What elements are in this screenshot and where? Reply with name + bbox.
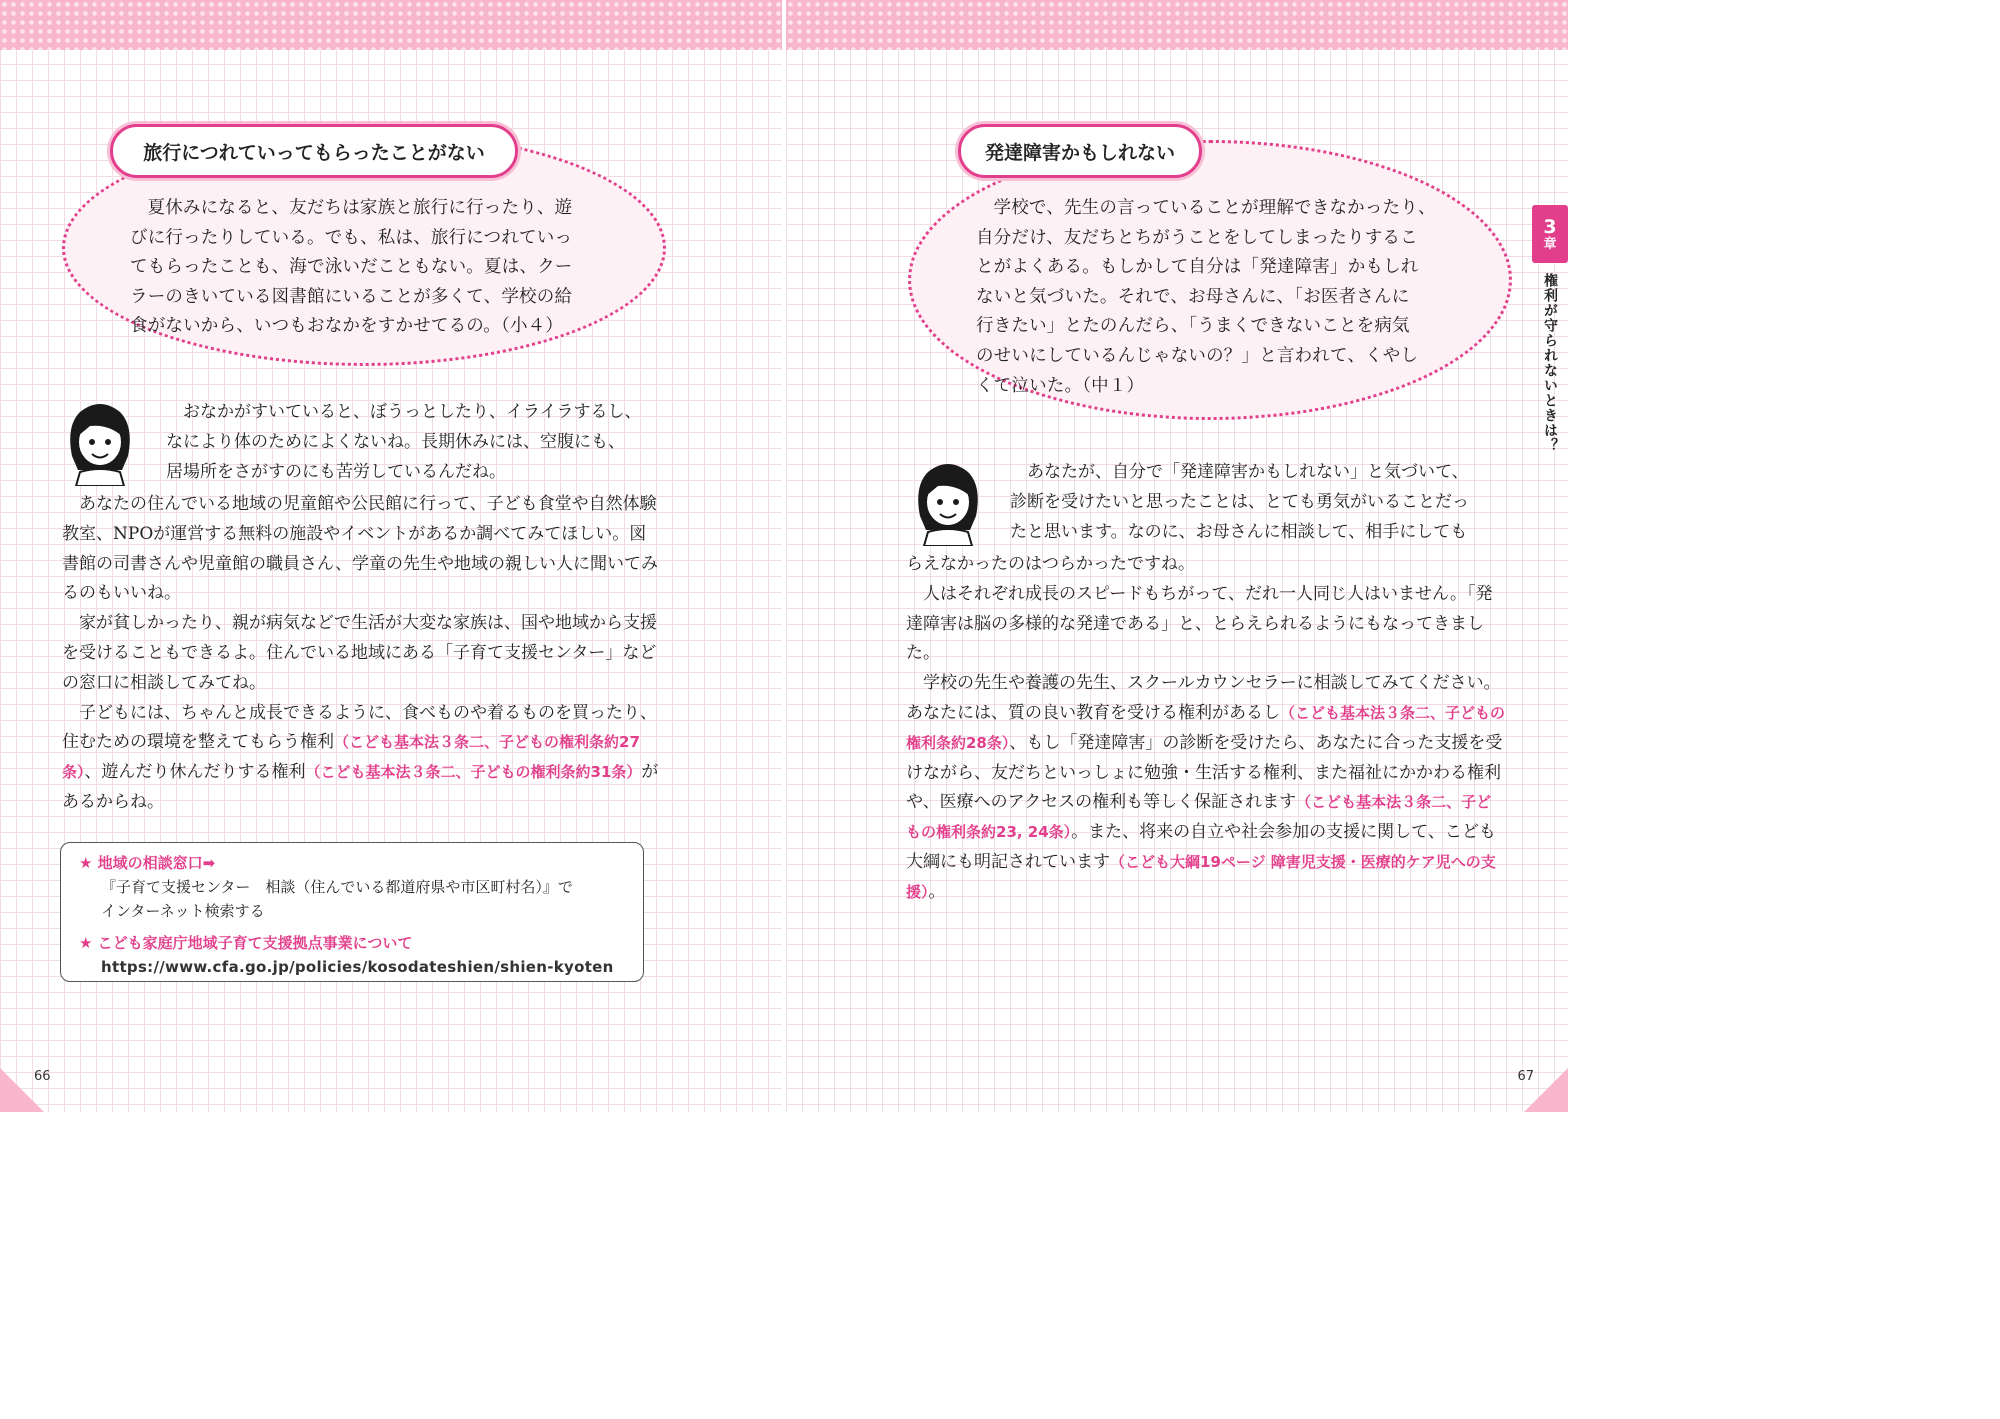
legal-reference: （こども基本法３条二、子どもの権利条約23, 24条）: [906, 793, 1492, 842]
voice-line: ラーのきいている図書館にいることが多くて、学校の給: [130, 286, 573, 307]
reply-line: あなたが、自分で「発達障害かもしれない」と気づいて、: [1027, 462, 1469, 482]
text-run: 。: [928, 881, 946, 902]
page-number: 66: [34, 1069, 51, 1084]
paragraph: [62, 699, 662, 818]
reply-line: 診断を受けたいと思ったことは、とても勇気がいることだっ: [1010, 491, 1469, 512]
reply-line: たと思います。なのに、お母さんに相談して、相手にしても: [1010, 521, 1468, 542]
speech-title: 旅行につれていってもらったことがない: [110, 124, 518, 178]
voice-line: 夏休みになると、友だちは家族と旅行に行ったり、遊: [147, 198, 573, 218]
info-box: [60, 842, 644, 982]
legal-reference: （こども基本法３条二、子どもの権利条約28条）: [906, 703, 1506, 752]
child-voice: [976, 194, 1466, 401]
text-run: 、遊んだり休んだりする権利: [84, 762, 306, 783]
paragraph: あなたの住んでいる地域の児童館や公民館に行って、子ども食堂や自然体験教室、NPOが運営する無料の施設やイベントがあるか調べてみてほしい。図書館の司書さんや児童館の職員さん、学童の先生や地域の親しい人に聞いてみるのもいいね。: [62, 494, 659, 604]
legal-reference: （こども大綱19ページ 障害児支援・医療的ケア児への支援）: [906, 852, 1496, 901]
top-band: [786, 0, 1568, 50]
reply-line: らえなかったのはつらかったですね。: [906, 554, 1195, 574]
left-page: [0, 0, 782, 1112]
text-run: 学校の先生や養護の先生、スクールカウンセラーに相談してみてください。あなたには、質の良い教育を受ける権利があるし: [906, 673, 1501, 723]
legal-reference: （こども基本法３条二、子どもの権利条約27条）: [62, 733, 640, 782]
voice-line: くて泣いた。（中１）: [976, 375, 1145, 396]
info-url[interactable]: https://www.cfa.go.jp/policies/kosodateshien/shien-kyoten: [101, 958, 614, 976]
answer-text: [62, 398, 662, 818]
text-run: 。また、将来の自立や社会参加の支援に関して、こども大綱にも明記されています: [906, 822, 1496, 872]
chapter-number-value: 3: [1543, 215, 1557, 238]
answer-text: [906, 458, 1506, 908]
text-run: 、もし「発達障害」の診断を受けたら、あなたに合った支援を受けながら、友だちといっしょに勉強・生活する権利、また福祉にかかわる権利や、医療へのアクセスの権利も等しく保証されます: [906, 732, 1503, 813]
voice-line: 行きたい」とたのんだら、「うまくできないことを病気: [976, 316, 1410, 337]
chapter-number: [1532, 205, 1568, 263]
voice-line: のせいにしているんじゃないの？」と言われて、くやし: [976, 345, 1419, 366]
reply-line: なにより体のためによくないね。長期休みには、空腹にも、: [166, 431, 625, 452]
reply-line: 居場所をさがすのにも苦労しているんだね。: [166, 461, 506, 482]
voice-line: てもらったことも、海で泳いだこともない。夏は、クー: [130, 257, 573, 278]
paragraph: 人はそれぞれ成長のスピードもちがって、だれ一人同じ人はいません。「発達障害は脳の多様的な発達である」と、とらえられるようにもなってきました。: [906, 583, 1493, 664]
chapter-tab[interactable]: [1532, 205, 1568, 453]
voice-line: 食がないから、いつもおなかをすかせてるの。（小４）: [130, 316, 564, 337]
text-run: があるからね。: [62, 762, 659, 812]
page-number: 67: [1517, 1069, 1534, 1084]
voice-line: 学校で、先生の言っていることが理解できなかったり、: [993, 198, 1436, 218]
chapter-title: 権利が守られないときは？: [1542, 273, 1558, 453]
text-run: 子どもには、ちゃんと成長できるように、食べものや着るものを買ったり、住むための環境を整えてもらう権利: [62, 702, 657, 753]
paragraph: [906, 669, 1506, 907]
reply-line: おなかがすいていると、ぼうっとしたり、イライラするし、: [183, 402, 642, 422]
voice-line: 自分だけ、友だちとちがうことをしてしまったりするこ: [976, 227, 1418, 248]
info-title: ★ こども家庭庁地域子育て支援拠点事業について: [79, 934, 413, 952]
info-text: インターネット検索する: [101, 902, 265, 920]
info-title: ★ 地域の相談窓口➡: [79, 854, 216, 872]
paragraph: 家が貧しかったり、親が病気などで生活が大変な家族は、国や地域から支援を受けることもできるよ。住んでいる地域にある「子育て支援センター」などの窓口に相談してみてね。: [62, 613, 657, 693]
child-voice: [130, 194, 600, 342]
right-page: [786, 0, 1568, 1112]
speech-title: 発達障害かもしれない: [958, 124, 1202, 178]
top-band: [0, 0, 782, 50]
voice-line: びに行ったりしている。でも、私は、旅行につれていっ: [130, 227, 573, 248]
voice-line: ないと気づいた。それで、お母さんに、「お医者さんに: [976, 286, 1410, 307]
chapter-label: 章: [1543, 236, 1557, 252]
legal-reference: （こども基本法３条二、子どもの権利条約31条）: [305, 763, 642, 782]
info-text: 『子育て支援センター 相談（住んでいる都道府県や市区町村名）』で: [101, 878, 573, 896]
voice-line: とがよくある。もしかして自分は「発達障害」かもしれ: [976, 257, 1419, 278]
